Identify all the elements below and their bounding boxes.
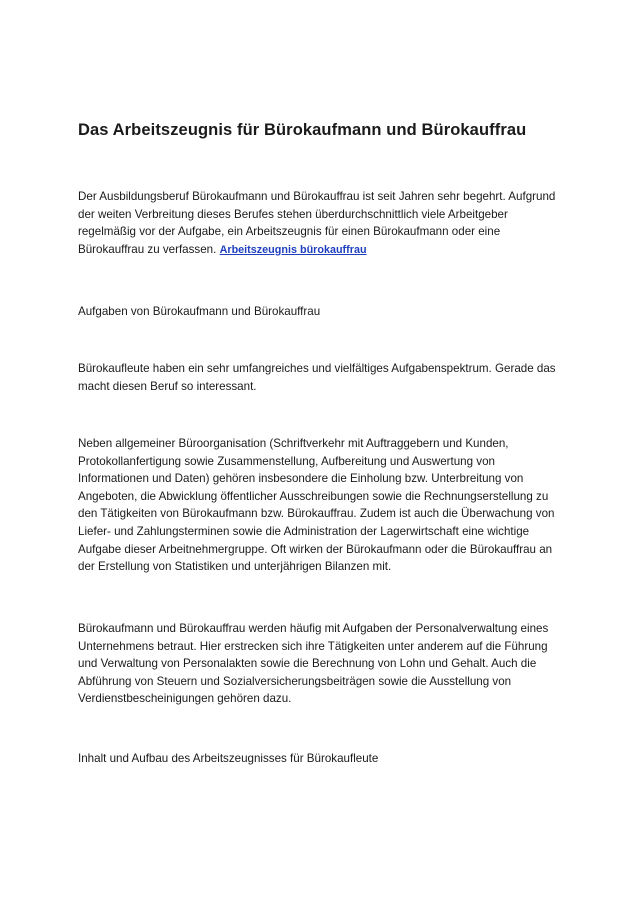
section-heading-tasks: Aufgaben von Bürokaufmann und Bürokauffrau	[78, 305, 321, 318]
arbeitszeugnis-link[interactable]: Arbeitszeugnis bürokauffrau	[219, 243, 367, 256]
section-heading-content: Inhalt und Aufbau des Arbeitszeugnisses für Bürokaufleute	[78, 752, 379, 765]
document-title: Das Arbeitszeugnis für Bürokaufmann und Bürokauffrau	[78, 121, 527, 139]
intro-text: Der Ausbildungsberuf Bürokaufmann und Bürokauffrau ist seit Jahren sehr begehrt. Aufgrund der weiten Verbreitung dieses Berufes stehen überdurchschnittlich viele Arbeitgeber regelmäßig vor der Aufgabe, ein Arbeitszeugnis für einen Bürokaufmann oder eine Bürokauffrau zu verfassen.	[78, 190, 556, 256]
organisation-paragraph: Neben allgemeiner Büroorganisation (Schriftverkehr mit Auftraggebern und Kunden, Protokollanfertigung sowie Zusammenstellung, Aufbereitung und Auswertung von Informationen und Daten) gehören insbesondere die Einholung bzw. Unterbreitung von Angeboten, die Abwicklung öffentlicher Ausschreibungen sowie die Rechnungserstellung zu den Tätigkeiten von Bürokaufmann bzw. Bürokauffrau. Zudem ist auch die Überwachung von Liefer- und Zahlungsterminen sowie die Administration der Lagerwirtschaft eine wichtige Aufgabe dieser Arbeitnehmergruppe. Oft wirken der Bürokaufmann oder die Bürokauffrau an der Erstellung von Statistiken und unterjährigen Bilanzen mit.	[78, 437, 555, 574]
scope-paragraph: Bürokaufleute haben ein sehr umfangreiches und vielfältiges Aufgabenspektrum. Gerade das macht diesen Beruf so interessant.	[78, 362, 556, 393]
personnel-paragraph: Bürokaufmann und Bürokauffrau werden häufig mit Aufgaben der Personalverwaltung eines Unternehmens betraut. Hier erstrecken sich ihre Tätigkeiten unter anderem auf die Führung und Verwaltung von Personalakten sowie die Berechnung von Lohn und Gehalt. Auch die Abführung von Steuern und Sozialversicherungsbeiträgen sowie die Ausstellung von Verdienstbescheinigungen gehören dazu.	[78, 622, 549, 706]
intro-paragraph	[78, 188, 560, 259]
